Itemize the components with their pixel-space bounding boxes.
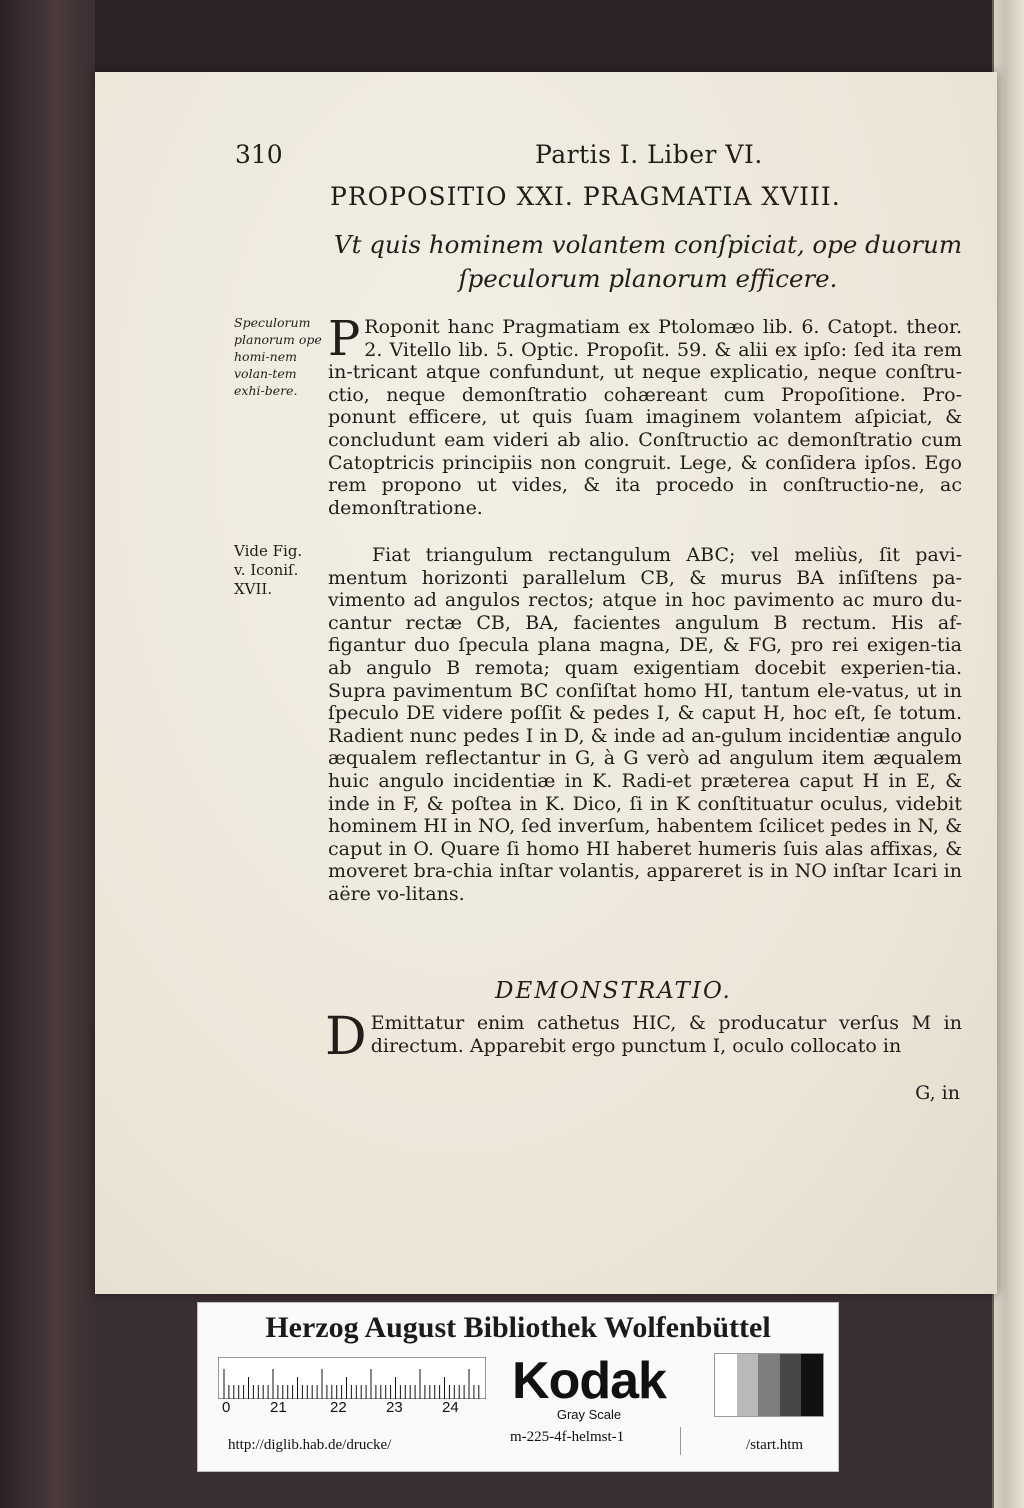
paragraph-3-text: Emittatur enim cathetus HIC, & producatur verſus M in directum. Apparebit ergo punctum I, oculo collocato in	[370, 1012, 962, 1057]
shelfmark: m-225-4f-helmst-1	[510, 1429, 625, 1445]
ruler-label: 23	[386, 1399, 403, 1416]
subtitle-line-2: ſpeculorum planorum efficere.	[458, 264, 838, 293]
gray-patch	[715, 1354, 737, 1416]
dropcap-d: D	[325, 1007, 367, 1067]
margin-ref-line-2: v. Iconiſ.	[234, 561, 299, 579]
url-right: /start.htm	[746, 1437, 804, 1453]
page-number: 310	[235, 140, 283, 169]
gray-patch	[780, 1354, 802, 1416]
library-name: Herzog August Bibliothek Wolfenbüttel	[265, 1311, 771, 1344]
library-color-card	[197, 1302, 839, 1472]
paragraph-2-text: Fiat triangulum rectangulum ABC; vel meliùs, ſit pavi-mentum horizonti parallelum CB, & murus BA inſiſtens pa-vimento ad angulos rectos; atque in hoc pavimento ac muro du-cantur rectæ CB, BA, facientes angulum B rectum. His af-figantur duo ſpecula plana magna, DE, & FG, pro rei exigen-tia ab angulo B remota; quam exigentiam docebit experien-tia. Supra pavimentum BC conſiſtat homo HI, tantum ele-vatus, ut in ſpeculo DE videre poſſit & pedes I, & caput H, hoc eſt, ſe totum. Radient nunc pedes I in D, & inde ad an-gulum incidentiæ angulo æqualem reflectantur in G, à G verò ad angulum item æqualem huic angulo incidentiæ in K. Radi-et præterea caput H in E, & inde in F, & poſtea in K. Dico, ſi in K conſtituatur oculus, videbit hominem HI in NO, ſed inverſum, habentem ſcilicet pedes in N, & caput in O. Quare ſi homo HI haberet humeris ſuis alas affixas, & moveret bra-chia inſtar volantis, appareret is in NO inſtar Icari in aëre vo-litans.	[328, 544, 962, 905]
ruler-label: 0	[222, 1399, 231, 1416]
gray-patch	[737, 1354, 759, 1416]
margin-figure-reference	[234, 542, 324, 599]
gray-patch	[758, 1354, 780, 1416]
background-left	[0, 0, 95, 1508]
gray-scale-label: Gray Scale	[556, 1407, 622, 1422]
ruler-scale	[218, 1357, 486, 1399]
ruler-labels	[218, 1399, 486, 1419]
card-separator	[680, 1427, 681, 1455]
paragraph-3	[325, 1007, 962, 1067]
kodak-logo: Kodak	[512, 1352, 666, 1410]
ruler-label: 24	[442, 1399, 459, 1416]
url-left: http://diglib.hab.de/drucke/	[228, 1437, 392, 1453]
ruler-label: 22	[330, 1399, 347, 1416]
margin-note: Speculorum planorum ope homi-nem volan-tem exhi-bere.	[234, 315, 322, 398]
proposition-subtitle	[318, 228, 978, 296]
proposition-title: PROPOSITIO XXI. PRAGMATIA XVIII.	[330, 182, 841, 211]
running-head: Partis I. Liber VI.	[535, 140, 763, 169]
gray-patches	[714, 1353, 824, 1417]
paragraph-2	[328, 544, 962, 906]
demonstration-heading: DEMONSTRATIO.	[495, 978, 732, 1004]
dropcap-p: P	[328, 311, 361, 367]
paragraph-1	[328, 311, 962, 519]
background-top	[95, 0, 997, 72]
catchword: G, in	[915, 1082, 960, 1104]
paragraph-1-text: Roponit hanc Pragmatiam ex Ptolomæo lib. 6. Catopt. theor. 2. Vitello lib. 5. Optic. Propoſit. 59. & alii ex ipſo: ſed ita rem in-tricant atque confundunt, ut neque explicatio, neque conſtru-ctio, neque demonſtratio cohæreant cum Propoſitione. Pro-ponunt efficere, ut quis ſuam imaginem volantem aſpiciat, & concludunt eam videri ab alio. Conſtructio ac demonſtratio cum Catoptricis principiis non congruit. Lege, & conſidera ipſos. Ego rem propono ut vides, & ita procedo in conſtructio-ne, ac demonſtratione.	[328, 316, 962, 519]
gray-patch	[801, 1354, 823, 1416]
ruler-label: 21	[270, 1399, 287, 1416]
margin-ref-line-3: XVII.	[234, 580, 273, 598]
subtitle-line-1: Vt quis hominem volantem conſpiciat, ope duorum	[333, 230, 963, 259]
margin-ref-line-1: Vide Fig.	[234, 542, 303, 560]
